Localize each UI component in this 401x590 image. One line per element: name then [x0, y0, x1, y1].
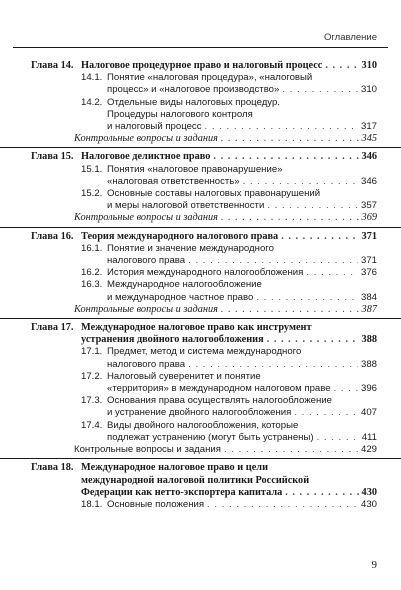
chapter-title-last-page: 430 [361, 486, 377, 498]
section-title-last-page: 430 [360, 498, 377, 510]
chapter-title-last-leader [81, 487, 377, 499]
section-title-last-text: «налоговая ответственность» [107, 175, 240, 187]
section-title-last-leader [107, 383, 377, 395]
toc-section[interactable] [0, 420, 401, 444]
chapter-number: Глава 16. [31, 230, 74, 242]
toc-chapter-heading[interactable] [0, 231, 401, 243]
section-title [107, 395, 377, 419]
section-title [107, 188, 377, 212]
toc-chapter [0, 60, 401, 147]
section-title-line: Налоговый суверенитет и понятие [107, 370, 261, 382]
quiz-text: Контрольные вопросы и задания [74, 133, 218, 145]
page-number: 9 [371, 559, 377, 571]
section-title-last-page: 357 [360, 200, 377, 212]
chapter-title-last-text: устранения двойного налогообложения [81, 334, 264, 346]
section-title [107, 371, 377, 395]
chapter-title-last-page: 346 [361, 151, 377, 163]
section-title-last-page: 371 [360, 255, 377, 267]
section-number: 17.3. [81, 395, 103, 407]
chapter-title-line: Международное налоговое право как инструмент [81, 322, 312, 334]
toc-quiz[interactable] [0, 133, 401, 145]
section-title [107, 243, 377, 267]
quiz-title [74, 444, 377, 456]
section-title [107, 72, 377, 96]
section-title-last-text: История международного налогообложения [107, 267, 304, 279]
toc-section[interactable] [0, 97, 401, 134]
toc-section[interactable] [0, 267, 401, 279]
quiz-title [74, 304, 377, 316]
section-title-last-leader [107, 84, 377, 96]
toc-chapter-heading[interactable] [0, 60, 401, 72]
section-title [107, 164, 377, 188]
section-title [107, 346, 377, 370]
section-title [107, 97, 377, 134]
section-number: 17.4. [81, 419, 103, 431]
chapter-number: Глава 17. [31, 322, 74, 334]
section-title-last-text: процесс» и «налоговое производство» [107, 84, 280, 96]
section-title-last-leader [107, 407, 377, 419]
section-title-last-page: 376 [360, 267, 377, 279]
dot-leader [188, 359, 358, 371]
chapter-title-line: международной налоговой политики Российской [81, 474, 310, 486]
dot-leader [188, 255, 358, 267]
section-title-line: Процедуры налогового контроля [107, 108, 253, 120]
chapter-title-last-text: Федерации как нетто-экспортера капитала [81, 486, 283, 498]
section-title-last-leader [107, 359, 377, 371]
chapter-title [81, 60, 377, 72]
section-title-last-text: подлежат устранению (могут быть устранены) [107, 431, 314, 443]
section-title-line: Международное налогообложение [107, 279, 262, 291]
quiz-leader [74, 444, 377, 456]
chapter-title-last-page: 310 [361, 60, 377, 71]
section-title-last-page: 384 [360, 291, 377, 303]
toc-quiz[interactable] [0, 444, 401, 456]
section-title-last-page: 407 [360, 407, 377, 419]
chapter-title-last-text: Налоговое процедурное право и налоговый процесс [81, 60, 323, 71]
quiz-page: 345 [361, 133, 377, 145]
toc-chapter-heading[interactable] [0, 151, 401, 163]
toc-chapter [0, 318, 401, 458]
toc-chapter-heading[interactable] [0, 322, 401, 346]
section-title-last-leader [107, 121, 377, 133]
toc-section[interactable] [0, 371, 401, 395]
toc-chapter [0, 227, 401, 318]
section-number: 14.2. [81, 96, 103, 108]
section-title-last-page: 317 [360, 121, 377, 133]
chapter-title-line: Международное налоговое право и цели [81, 462, 269, 474]
dot-leader [221, 133, 359, 145]
dot-leader [285, 487, 358, 499]
toc-section[interactable] [0, 346, 401, 370]
dot-leader [317, 432, 359, 444]
toc-chapter [0, 147, 401, 226]
dot-leader [221, 212, 359, 224]
section-title-last-leader [107, 292, 377, 304]
section-number: 15.1. [81, 163, 103, 175]
chapter-title-last-leader [81, 60, 377, 72]
section-number: 17.1. [81, 346, 103, 358]
section-title-last-leader [107, 255, 377, 267]
section-title-line: Основания права осуществлять налогообложение [107, 395, 332, 407]
chapter-title [81, 231, 377, 243]
section-number: 18.1. [81, 498, 103, 510]
dot-leader [282, 84, 358, 96]
section-number: 14.1. [81, 72, 103, 84]
toc-section[interactable] [0, 279, 401, 303]
section-title-last-text: налогового права [107, 255, 186, 267]
section-title-last-leader [107, 499, 377, 511]
dot-leader [325, 60, 358, 72]
chapter-title-last-page: 371 [361, 230, 377, 242]
quiz-leader [74, 212, 377, 224]
quiz-page: 429 [360, 444, 377, 456]
dot-leader [221, 304, 359, 316]
section-title-line: Основные составы налоговых правонарушений [107, 188, 321, 200]
section-title-last-text: и налоговый процесс [107, 121, 202, 133]
toc-chapter-heading[interactable] [0, 462, 401, 499]
chapter-title [81, 151, 377, 163]
toc-section[interactable] [0, 395, 401, 419]
section-title-last-text: и меры налоговой ответственности [107, 200, 265, 212]
chapter-number: Глава 18. [31, 462, 74, 474]
section-title-line: Понятие и значение международного [107, 242, 274, 254]
running-header: Оглавление [324, 32, 377, 43]
toc-chapter [0, 458, 401, 513]
quiz-leader [74, 304, 377, 316]
section-title-line: Виды двойного налогообложения, которые [107, 419, 299, 431]
section-title [107, 279, 377, 303]
chapter-number: Глава 14. [31, 60, 74, 71]
section-title-last-text: «территория» в международном налоговом праве [107, 383, 331, 395]
dot-leader [334, 383, 358, 395]
toc-section[interactable] [0, 72, 401, 96]
chapter-title-last-text: Теория международного налогового права [81, 230, 279, 242]
quiz-page: 387 [361, 303, 377, 315]
section-title-last-text: налогового права [107, 358, 186, 370]
quiz-page: 369 [361, 212, 377, 224]
section-number: 16.3. [81, 279, 103, 291]
section-title-line: Понятия «налоговое правонарушение» [107, 163, 283, 175]
chapter-title-last-text: Налоговое деликтное право [81, 151, 211, 163]
section-title-last-page: 388 [360, 358, 377, 370]
section-title [107, 499, 377, 511]
chapter-title-last-leader [81, 231, 377, 243]
section-title-last-page: 411 [361, 431, 377, 443]
section-number: 16.2. [81, 267, 103, 279]
section-title-last-leader [107, 176, 377, 188]
section-title-last-leader [107, 200, 377, 212]
toc-quiz[interactable] [0, 212, 401, 224]
chapter-title-last-leader [81, 151, 377, 163]
chapter-title-last-page: 388 [361, 334, 377, 346]
dot-leader [224, 444, 358, 456]
toc-section[interactable] [0, 188, 401, 212]
quiz-text: Контрольные вопросы и задания [74, 303, 218, 315]
section-title [107, 267, 377, 279]
dot-leader [207, 499, 358, 511]
dot-leader [306, 267, 358, 279]
dot-leader [256, 292, 358, 304]
dot-leader [267, 200, 358, 212]
section-title-last-text: и устранение двойного налогообложения [107, 407, 292, 419]
dot-leader [267, 334, 359, 346]
header-rule [13, 47, 388, 48]
dot-leader [205, 121, 358, 133]
toc-section[interactable] [0, 499, 401, 511]
dot-leader [294, 407, 358, 419]
section-title-line: Понятие «налоговая процедура», «налоговый [107, 72, 313, 84]
quiz-leader [74, 133, 377, 145]
quiz-text: Контрольные вопросы и задания [74, 212, 218, 224]
quiz-text: Контрольные вопросы и задания [74, 444, 221, 456]
section-title-last-text: и международное частное право [107, 291, 254, 303]
dot-leader [213, 151, 358, 163]
section-title-last-leader [107, 267, 377, 279]
toc-quiz[interactable] [0, 304, 401, 316]
table-of-contents [0, 60, 401, 513]
section-number: 16.1. [81, 242, 103, 254]
section-title-line: Предмет, метод и система международного [107, 346, 302, 358]
section-title-last-page: 310 [360, 84, 377, 96]
section-title-last-page: 396 [360, 383, 377, 395]
toc-section[interactable] [0, 243, 401, 267]
section-title-last-text: Основные положения [107, 498, 205, 510]
section-number: 15.2. [81, 188, 103, 200]
quiz-title [74, 133, 377, 145]
chapter-title-last-leader [81, 334, 377, 346]
quiz-title [74, 212, 377, 224]
section-title-line: Отдельные виды налоговых процедур. [107, 96, 280, 108]
chapter-title [81, 462, 377, 499]
section-title-last-page: 346 [360, 175, 377, 187]
chapter-title [81, 322, 377, 346]
section-title-last-leader [107, 432, 377, 444]
chapter-number: Глава 15. [31, 151, 74, 163]
section-title [107, 420, 377, 444]
toc-section[interactable] [0, 164, 401, 188]
dot-leader [281, 231, 358, 243]
section-number: 17.2. [81, 370, 103, 382]
dot-leader [243, 176, 358, 188]
